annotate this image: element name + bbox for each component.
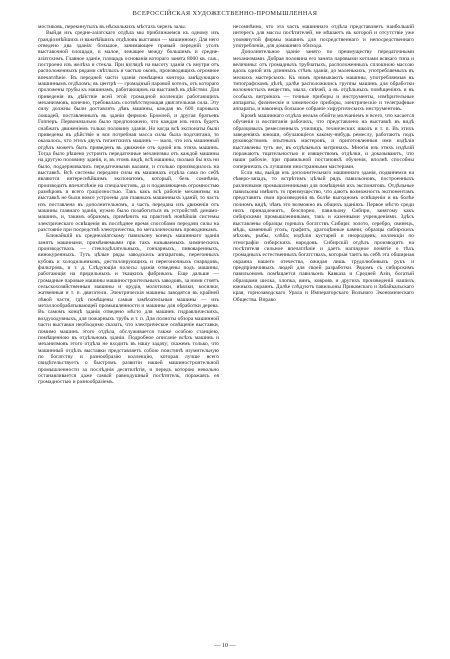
paragraph: Выйдя изъ средне-азіатскаго отдѣла мы приближаемся къ одному изъ грандіознѣйшихъ и важнѣйшихъ отдѣловъ выставки — машинному. Для него отведено два зданія: большое, занимающее правый передній уголъ выставочной площади, и малое, лежащее между большимъ и средне-азіатскимъ. Главное зданіе, площадь основанія котораго занята 8000 кв. саж., построено изъ желѣза и стекла. При взглядѣ на высоту зданія съ внутри отъ расположенныхъ рядами свѣтлыхъ и частью оконъ, производящихъ огромное впечатлѣніе. Въ передней части зданія помѣщена контора завѣдующаго машиннымъ отдѣломъ; въ центрѣ — громадный паровой котелъ, отъ котораго проложены трубы къ машинамъ, работающимъ на выставкѣ въ дѣйствіи. Для приведенія въ дѣйствіе всей этой громадной коллекціи работающихъ механизмовъ, конечно, требовалась соотвѣтствующая двигательная сила. Эту силу должны были доставлять дѣвъ машины, каждая въ 600 паровыхъ лошадей, поставленныхъ въ зданіи фирмою Бромлей, и другая братьевъ Гопперъ. Первоначально было предположено, что каждая изъ нихъ будетъ снабжать движеніемъ только половину зданія. Но когда всѣ экспонаты были приведены въ дѣйствіе и вся потребная масса силы была подсчитана, то оказалось, что этихъ двухъ гигантскихъ машинъ — мало, что ихъ машинный отдѣлъ можетъ быть приведенъ въ движеніе отъ одной изъ этихъ машинъ. Тогда было рѣшено устроить передаточные механизмы отъ каждой машины на другую половину зданія, и, въ этомъ видѣ, всѣ машины, сколько бы ихъ ни было, поддерживались передаточными валами, и столько производилось на выставкѣ. Всѣ системы передачи силы въ машинахъ отдѣла сама по себѣ являются интереснѣйшимъ экспонатомъ, который, безъ сомнѣнія, производитъ впечатлѣніе на спеціалистовъ, да и подавляющемъ огромностью размѣровъ и всего граціозностью. Такъ какъ всѣ рабочіе механизмы на выставкѣ не были вовсе устроены для главныхъ машинныхъ зданій, то часть изъ поставлена въ дополнительномъ, а часть передана изъ движенія отъ машины главнаго зданія, нужно было позаботиться въ устройствѣ динамо-машинъ, и, такимъ образомъ, примѣнить на практикѣ новѣйшія системы электрическаго освѣщенія въ послѣднее время способами передачи силы на разстояніе при посредствѣ электричества, по металлическимъ проводникамъ.	[38, 30, 219, 233]
running-head: ВСЕРОССІЙСКАЯ ХУДОЖЕСТВЕННО-ПРОМЫШЛЕННАЯ	[132, 10, 318, 17]
paragraph: несомнѣнно, что эта часть машиннаго отдѣла представляетъ наибольшій интересъ для массы посѣтителей, не мѣшаетъ въ которой и отсутствіе уже упомянутой фирмы машинъ для посредственнаго и непосредственнаго употребленія, для домашняго обихода.	[233, 24, 414, 50]
paragraph: мостиковъ, перекинутыхъ въ нѣсколькихъ мѣстахъ черезъ залы.	[38, 24, 186, 30]
paragraph: Кромѣ машиннаго отдѣла нельзя обойти молчаніемъ и всего, что касается обученія и воспитанія рабочихъ, что представлено на выставкѣ въ видѣ образцовыхъ ремесленныхъ училищъ, технических школъ и т. п. Въ этихъ заведеніяхъ юноши, обучающіеся какому-нибудь ремеслу, работаютъ подъ руководствомъ опытныхъ мастеровъ, и приготовленныя ими издѣлія выставлены тутъ же, въ отдѣльныхъ витринахъ. Многія изъ этихъ издѣлій поражаютъ тщательностью и изяществомъ отдѣлки, и доказываютъ, что наши рабочіе, при правильной постановкѣ обученія, вполнѣ способны соперничать съ лучшими иностранными мастерами.	[233, 112, 414, 170]
paragraph: Ближайшій къ среднеазіатскому павильону конецъ машиннаго зданія занятъ машинами, примѣняемыми при такъ называемыхъ химическихъ производствахъ — стеклодѣлательныхъ, гончарныхъ, пивоваренныхъ, винокуренныхъ. Тутъ цѣлые ряды заводскихъ аппаратовъ, перегонныхъ кубовъ и холодильниковъ, дистиллирующихъ и перегоночныхъ снарядовъ, фильтровъ, и т. д. Слѣдующія полосы зданія отведены подъ машины, работающія на прядильныхъ и ткацкихъ фабрикахъ. Еще дальше — громадные паровые машины машиностроительныхъ заводовъ, за ними стоятъ сельскохозяйственныя машины и орудія, молотилки, вѣялки, косилки, жатвенныя и т. п. двигатели. Электрическія машины заводятся въ крайней лѣвой части, гдѣ помѣщены самыя замѣчательныя машины — изъ металлообрабатывающей промышленности и машины для обработки дерева. Въ самомъ концѣ зданія отведено мѣсто для машинъ гидравлическихъ, воздуходувныхъ, для пожарныхъ трубъ и т. п. Для полноты обзора машинной части выставки необходимо сказать, что электрическое освѣщеніе выставки, помимо машинъ этого отдѣла, обслуживается также особою станціею, помѣщенною въ отдѣльномъ зданіи. Подробное описаніе всѣхъ машинъ и механизмовъ этого отдѣла не входитъ въ нашу задачу; скажемъ только, что машинный отдѣлъ выставки представляетъ собою поистинѣ изумительную по богатству и разнообразію коллекцію, которая лучше всего свидѣтельствуетъ о быстромъ развитіи нашей машиностроительной промышленности за послѣднія десятилѣтія, и передъ которою невольно останавливается даже самый равнодушный посѣтитель, поражаясь ея громадностью и разнообразіемъ.	[38, 233, 219, 386]
text-columns	[38, 24, 414, 638]
right-column	[233, 24, 414, 638]
paragraph: Дополнительное зданіе занято по преимуществу передаточными механизмами. Добрая половина его занята паровыми котлами всякаго типа и величины: отъ громадныхъ трубчатыхъ, расположенныхъ сплошною массою вдоль одной изъ длинныхъ стѣнъ зданія, до маленькихъ, употребляемыхъ въ мелкихъ мастерскихъ. Къ нимъ примыкаютъ машины, употребляемыя въ типографскомъ дѣлѣ, далѣе расположились группы машинъ для обработки волокнистыхъ веществъ, мыла, свѣчей, а въ отдѣльныхъ помѣщеніяхъ и въ особыхъ витринахъ — точные приборы и инструменты, измѣрительные аппараты, физическіе и химическіе приборы, электрическіе и телеграфные аппараты, и наконецъ большое собраніе хирургическихъ инструментовъ.	[233, 49, 414, 113]
page-number: — 10 —	[214, 643, 236, 649]
left-column	[38, 24, 219, 638]
paragraph: Если мы, выйдя изъ дополнительнаго машиннаго зданія, подвинемся на сѣверо-западъ, то встрѣтимъ цѣлый рядъ павильоновъ, построенныхъ различными промышленниками для помѣщенія ихъ экспонатовъ. Отдѣльные павильоны имѣютъ то преимущество, что даютъ возможность экспонентамъ представить свои произведенія въ болѣе выгодномъ освѣщеніи и въ болѣе полномъ видѣ, чѣмъ это возможно въ общихъ зданіяхъ. Первое мѣсто среди нихъ принадлежитъ, безспорно, павильону Сибири, занятому какъ сибирскими промышленниками, такъ и казенными учрежденіями. Здѣсь выставлены образцы горныхъ богатствъ Сибири: золото, серебро, свинецъ, мѣдь, каменный уголь, графитъ, драгоцѣнные камни; образцы сибирскихъ мѣховъ, рыбы, хлѣба; издѣлія кустарей и инородцевъ; коллекціи по этнографіи сибирскихъ народовъ. Сибирскій отдѣлъ производитъ на посѣтителя сильное впечатлѣніе и даетъ наглядное понятіе о тѣхъ громадныхъ естественныхъ богатствахъ, которыя таитъ въ себѣ эта обширная окраина нашего отечества, ожидая лишь трудолюбивыхъ рукъ и предпріимчивыхъ людей для своей разработки. Рядомъ съ сибирскимъ павильономъ помѣщается павильонъ Кавказа и Средней Азіи, богатый образцами шелка, хлопка, винъ, ковровъ и другихъ произведеній нашихъ южныхъ окраинъ. Далѣе слѣдуютъ павильоны Прикамскаго и Забайкальскаго края, горнозаводскаго Урала и Императорскаго Вольнаго Экономическаго Общества. Вправо	[233, 169, 414, 303]
